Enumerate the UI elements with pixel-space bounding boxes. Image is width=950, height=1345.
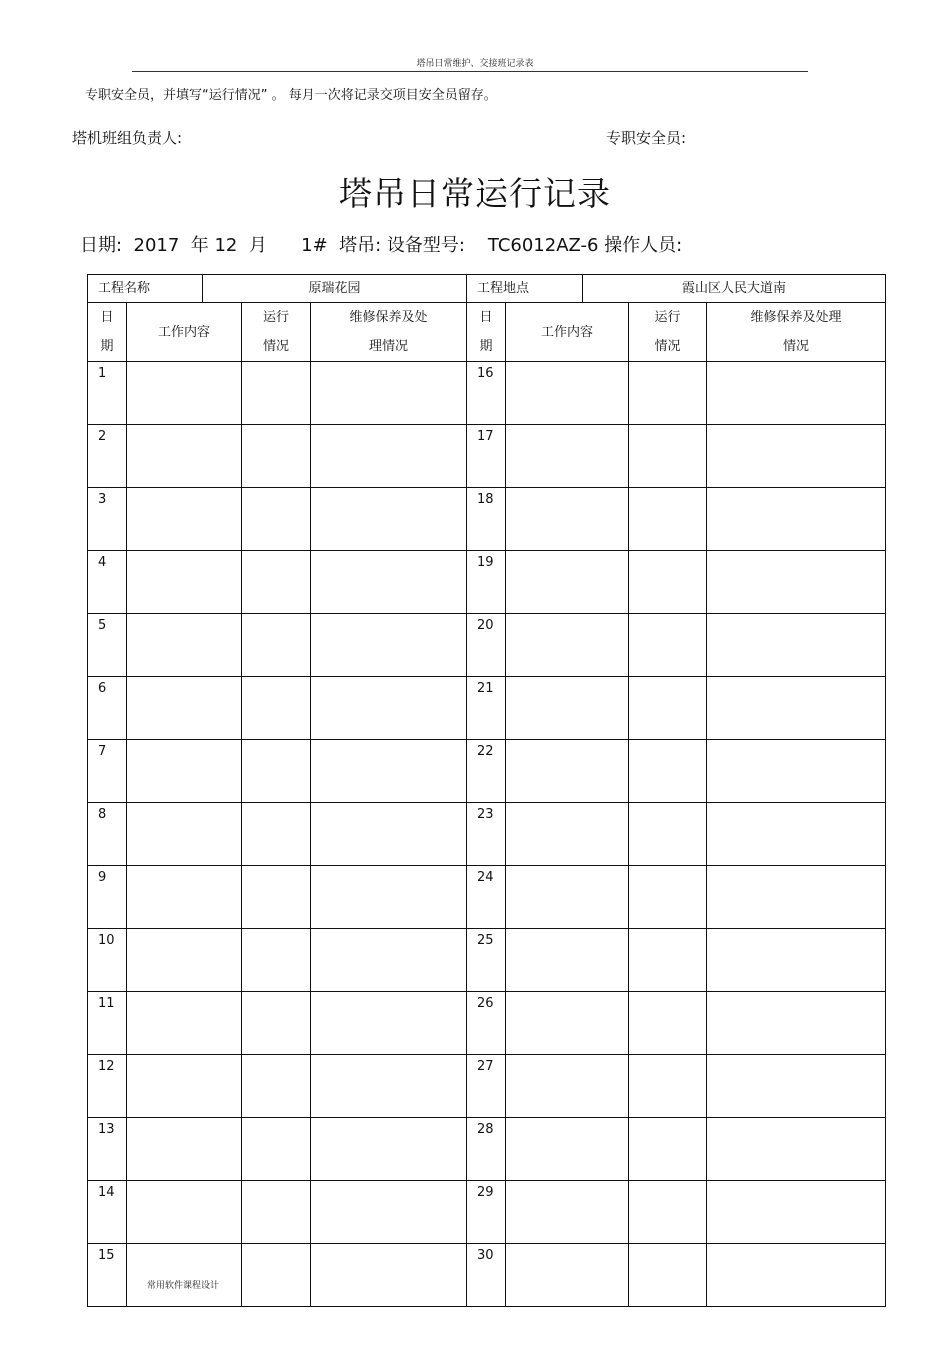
status-cell-left[interactable] — [242, 488, 311, 551]
work-content-cell-left[interactable] — [127, 677, 242, 740]
status-cell-right[interactable] — [629, 992, 707, 1055]
day-number-right: 19 — [467, 551, 506, 614]
safety-officer-label: 专职安全员: — [606, 129, 687, 147]
work-content-cell-left[interactable] — [127, 929, 242, 992]
work-content-cell-right[interactable] — [506, 614, 629, 677]
status-cell-right[interactable] — [629, 1055, 707, 1118]
col-work-right: 工作内容 — [506, 303, 629, 362]
col-date-right — [467, 303, 506, 362]
footer-text: 常用软件课程设计 — [147, 1281, 220, 1291]
table-row — [88, 740, 886, 803]
table-row — [88, 1181, 886, 1244]
maintenance-cell-left[interactable] — [311, 551, 467, 614]
maintenance-cell-right[interactable] — [707, 1244, 886, 1307]
day-number-left: 5 — [88, 614, 127, 677]
project-location-value: 霞山区人民大道南 — [583, 275, 886, 303]
day-number-left: 8 — [88, 803, 127, 866]
work-content-cell-left[interactable] — [127, 866, 242, 929]
table-row — [88, 488, 886, 551]
day-number-right: 22 — [467, 740, 506, 803]
document-header: 塔吊日常维护、交接班记录表 — [416, 59, 534, 69]
status-cell-right[interactable] — [629, 488, 707, 551]
day-number-left: 12 — [88, 1055, 127, 1118]
maintenance-cell-right[interactable] — [707, 677, 886, 740]
status-cell-left[interactable] — [242, 929, 311, 992]
maintenance-cell-right[interactable] — [707, 614, 886, 677]
work-content-cell-left[interactable] — [127, 362, 242, 425]
work-content-cell-left[interactable] — [127, 992, 242, 1055]
status-cell-right[interactable] — [629, 1118, 707, 1181]
maintenance-cell-right[interactable] — [707, 1055, 886, 1118]
maintenance-cell-right[interactable] — [707, 425, 886, 488]
maintenance-cell-left[interactable] — [311, 929, 467, 992]
status-cell-right[interactable] — [629, 1181, 707, 1244]
work-content-cell-left[interactable] — [127, 1181, 242, 1244]
table-row — [88, 1244, 886, 1307]
day-number-left: 13 — [88, 1118, 127, 1181]
maintenance-cell-left[interactable] — [311, 803, 467, 866]
work-content-cell-left[interactable] — [127, 1244, 242, 1307]
maintenance-cell-right[interactable] — [707, 803, 886, 866]
column-header-row — [88, 303, 886, 362]
status-cell-left[interactable] — [242, 1181, 311, 1244]
status-cell-left[interactable] — [242, 425, 311, 488]
day-number-right: 27 — [467, 1055, 506, 1118]
work-content-cell-right[interactable] — [506, 803, 629, 866]
status-cell-left[interactable] — [242, 740, 311, 803]
maintenance-cell-left[interactable] — [311, 1118, 467, 1181]
day-number-right: 20 — [467, 614, 506, 677]
maintenance-cell-left[interactable] — [311, 1244, 467, 1307]
work-content-cell-left[interactable] — [127, 425, 242, 488]
work-content-cell-right[interactable] — [506, 488, 629, 551]
day-number-right: 21 — [467, 677, 506, 740]
maintenance-cell-right[interactable] — [707, 740, 886, 803]
day-number-left: 3 — [88, 488, 127, 551]
work-content-cell-left[interactable] — [127, 1055, 242, 1118]
day-number-right: 24 — [467, 866, 506, 929]
day-number-left: 9 — [88, 866, 127, 929]
day-number-left: 4 — [88, 551, 127, 614]
work-content-cell-left[interactable] — [127, 740, 242, 803]
maintenance-cell-right[interactable] — [707, 929, 886, 992]
status-cell-left[interactable] — [242, 677, 311, 740]
table-row — [88, 866, 886, 929]
status-cell-left[interactable] — [242, 551, 311, 614]
table-row — [88, 1055, 886, 1118]
status-cell-left[interactable] — [242, 362, 311, 425]
work-content-cell-right[interactable] — [506, 677, 629, 740]
date-line: 日期: 2017 年 12 月 1# 塔吊: 设备型号: TC6012AZ-6 操作人员: — [80, 235, 683, 256]
table-row — [88, 992, 886, 1055]
work-content-cell-left[interactable] — [127, 803, 242, 866]
maintenance-cell-left[interactable] — [311, 1055, 467, 1118]
table-row — [88, 803, 886, 866]
status-cell-right[interactable] — [629, 614, 707, 677]
instruction-note: 专职安全员，并填写“运行情况” 。 每月一次将记录交项目安全员留存。 — [85, 88, 497, 103]
maintenance-cell-right[interactable] — [707, 1118, 886, 1181]
work-content-cell-right[interactable] — [506, 362, 629, 425]
status-cell-left[interactable] — [242, 1055, 311, 1118]
day-number-right: 16 — [467, 362, 506, 425]
maintenance-cell-right[interactable] — [707, 1181, 886, 1244]
work-content-cell-left[interactable] — [127, 614, 242, 677]
table-row — [88, 362, 886, 425]
page-title: 塔吊日常运行记录 — [339, 174, 611, 213]
maintenance-cell-left[interactable] — [311, 614, 467, 677]
status-cell-right[interactable] — [629, 425, 707, 488]
col-date-right-label: 日期 — [479, 310, 493, 354]
day-rows — [88, 362, 886, 1307]
work-content-cell-right[interactable] — [506, 929, 629, 992]
maintenance-cell-left[interactable] — [311, 362, 467, 425]
status-cell-right[interactable] — [629, 866, 707, 929]
col-date-left-label: 日期 — [100, 310, 114, 354]
table-row — [88, 677, 886, 740]
status-cell-left[interactable] — [242, 803, 311, 866]
day-number-left: 2 — [88, 425, 127, 488]
work-content-cell-right[interactable] — [506, 425, 629, 488]
work-content-cell-right[interactable] — [506, 866, 629, 929]
work-content-cell-left[interactable] — [127, 488, 242, 551]
day-number-left: 11 — [88, 992, 127, 1055]
project-location-label: 工程地点 — [467, 275, 583, 303]
operation-log-table — [87, 274, 886, 1307]
work-content-cell-right[interactable] — [506, 1055, 629, 1118]
table-row — [88, 551, 886, 614]
table-row — [88, 1118, 886, 1181]
maintenance-cell-right[interactable] — [707, 362, 886, 425]
work-content-cell-right[interactable] — [506, 740, 629, 803]
col-status-right — [629, 303, 707, 362]
maintenance-cell-left[interactable] — [311, 488, 467, 551]
table-row — [88, 614, 886, 677]
maintenance-cell-left[interactable] — [311, 1181, 467, 1244]
day-number-right: 18 — [467, 488, 506, 551]
col-status-left — [242, 303, 311, 362]
work-content-cell-right[interactable] — [506, 1118, 629, 1181]
day-number-right: 17 — [467, 425, 506, 488]
status-cell-right[interactable] — [629, 1244, 707, 1307]
status-cell-right[interactable] — [629, 551, 707, 614]
col-maint-right-label: 维修保养及处理情况 — [750, 310, 842, 354]
status-cell-left[interactable] — [242, 1244, 311, 1307]
maintenance-cell-left[interactable] — [311, 425, 467, 488]
table-row — [88, 425, 886, 488]
work-content-cell-left[interactable] — [127, 551, 242, 614]
day-number-right: 28 — [467, 1118, 506, 1181]
col-status-left-label: 运行情况 — [263, 310, 290, 354]
status-cell-right[interactable] — [629, 677, 707, 740]
table-row — [88, 929, 886, 992]
col-maint-right — [707, 303, 886, 362]
work-content-cell-right[interactable] — [506, 551, 629, 614]
status-cell-left[interactable] — [242, 866, 311, 929]
col-date-left — [88, 303, 127, 362]
work-content-cell-right[interactable] — [506, 992, 629, 1055]
team-leader-label: 塔机班组负责人: — [72, 129, 183, 147]
work-content-cell-right[interactable] — [506, 1244, 629, 1307]
day-number-left: 14 — [88, 1181, 127, 1244]
day-number-left: 7 — [88, 740, 127, 803]
maintenance-cell-right[interactable] — [707, 866, 886, 929]
status-cell-right[interactable] — [629, 362, 707, 425]
maintenance-cell-right[interactable] — [707, 551, 886, 614]
work-content-cell-right[interactable] — [506, 1181, 629, 1244]
day-number-left: 10 — [88, 929, 127, 992]
status-cell-left[interactable] — [242, 1118, 311, 1181]
project-name-label: 工程名称 — [88, 275, 203, 303]
day-number-left: 6 — [88, 677, 127, 740]
maintenance-cell-left[interactable] — [311, 992, 467, 1055]
status-cell-right[interactable] — [629, 740, 707, 803]
maintenance-cell-left[interactable] — [311, 866, 467, 929]
day-number-left: 15 — [88, 1244, 127, 1307]
col-work-left: 工作内容 — [127, 303, 242, 362]
status-cell-left[interactable] — [242, 614, 311, 677]
status-cell-right[interactable] — [629, 929, 707, 992]
day-number-right: 25 — [467, 929, 506, 992]
day-number-right: 29 — [467, 1181, 506, 1244]
day-number-right: 26 — [467, 992, 506, 1055]
day-number-right: 30 — [467, 1244, 506, 1307]
col-status-right-label: 运行情况 — [654, 310, 681, 354]
day-number-left: 1 — [88, 362, 127, 425]
maintenance-cell-left[interactable] — [311, 740, 467, 803]
maintenance-cell-right[interactable] — [707, 488, 886, 551]
header-rule — [132, 71, 808, 72]
col-maint-left — [311, 303, 467, 362]
status-cell-right[interactable] — [629, 803, 707, 866]
project-name-value: 原瑞花园 — [203, 275, 467, 303]
col-maint-left-label: 维修保养及处理情况 — [349, 310, 428, 354]
maintenance-cell-left[interactable] — [311, 677, 467, 740]
project-info-row — [88, 275, 886, 303]
work-content-cell-left[interactable] — [127, 1118, 242, 1181]
status-cell-left[interactable] — [242, 992, 311, 1055]
day-number-right: 23 — [467, 803, 506, 866]
maintenance-cell-right[interactable] — [707, 992, 886, 1055]
